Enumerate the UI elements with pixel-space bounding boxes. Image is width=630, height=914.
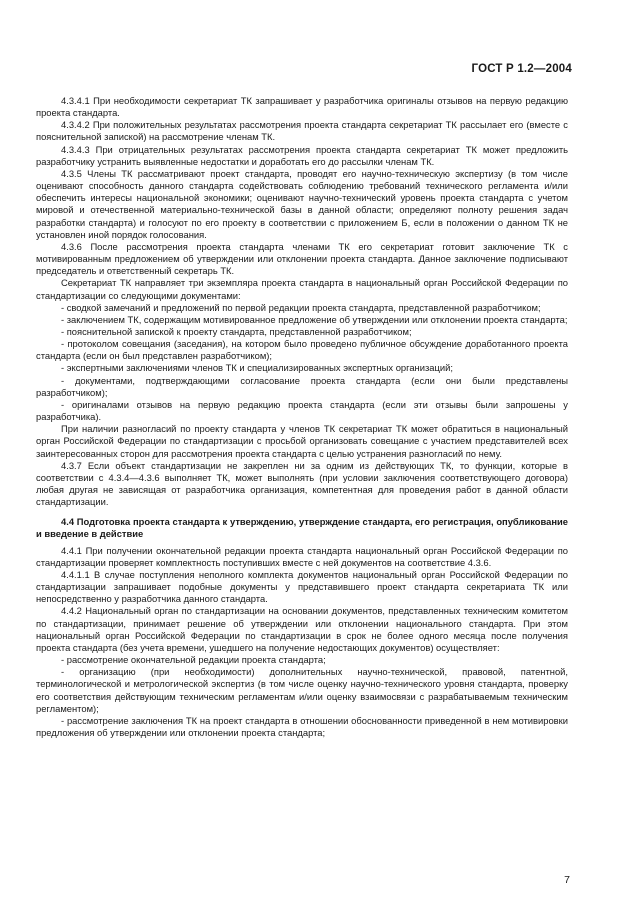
list-item: - рассмотрение окончательной редакции проекта стандарта; bbox=[61, 654, 326, 666]
paragraph-4-3-4-1: 4.3.4.1 При необходимости секретариат ТК запрашивает у разработчика оригиналы отзывов на первую редакцию проекта стандарта. bbox=[36, 95, 568, 119]
paragraph-disagreements: При наличии разногласий по проекту стандарта у членов ТК секретариат ТК может обратиться в национальный орган Российской Федерации по стандартизации с просьбой организовать совещание с участием представителей всех заинтересованных сторон для рассмотрения проекта стандарта с целью устранения разногласий по нему. bbox=[36, 423, 568, 459]
list-item: - организацию (при необходимости) дополнительных научно-технической, правовой, патентной, терминологической и метрологической экспертиз (в том числе оценку научно-технического уровня стандарта, проверку его соответствия действующим техническим регламентам и/или оценку взаимосвязи с разрабатываемым техническим регламентом); bbox=[36, 666, 568, 714]
list-item: - экспертными заключениями членов ТК и специализированных экспертных организаций; bbox=[61, 362, 453, 374]
paragraph-4-4-1: 4.4.1 При получении окончательной редакции проекта стандарта национальный орган Российской Федерации по стандартизации проверяет комплектность поступивших вместе с ней документов на соответствие 4.3.6. bbox=[36, 544, 568, 568]
paragraph-4-3-5: 4.3.5 Члены ТК рассматривают проект стандарта, проводят его научно-техническую экспертизу (в том числе оценивают способность данного стандарта содействовать соблюдению требований технического регламента и/или обеспечить интересы национальной экономики; оценивают научно-технический уровень проекта стандарта с учетом мировой и отечественной материально-технической базы в данной области; определяют полноту решения задач разработки стандарта) и голосуют по его проекту в соответствии с приложением Б, если в положении о данном ТК не установлен иной порядок голосования. bbox=[36, 167, 568, 240]
paragraph-4-3-4-3: 4.3.4.3 При отрицательных результатах рассмотрения проекта стандарта секретариат ТК может предложить разработчику устранить выявленные недостатки и доработать его до рассылки членам ТК. bbox=[36, 143, 568, 167]
list-item: - протоколом совещания (заседания), на котором было проведено публичное обсуждение доработанного проекта стандарта (если он был представлен разработчиком); bbox=[36, 338, 568, 362]
paragraph-4-4-1-1: 4.4.1.1 В случае поступления неполного комплекта документов национальный орган Российской Федерации по стандартизации запрашивает подобные документы у представившего проект стандарта секретариата ТК или непосредственно у разработчика данного стандарта. bbox=[36, 568, 568, 605]
list-item: - сводкой замечаний и предложений по первой редакции проекта стандарта, представленной разработчиком; bbox=[61, 301, 541, 313]
paragraph-4-4-2: 4.4.2 Национальный орган по стандартизации на основании документов, представленных техническим комитетом по стандартизации, принимает решение об утверждении или отклонении национального стандарта. При этом национальный орган Российской Федерации по стандартизации в срок не более одного месяца после получения проекта стандарта (без учета времени, ушедшего на получение недостающих документов) осуществляет: bbox=[36, 605, 568, 653]
paragraph-4-3-6: 4.3.6 После рассмотрения проекта стандарта членами ТК его секретариат готовит заключение ТК с мотивированным предложением об утверждении или отклонении проекта стандарта. Данное заключение подписывают председатель и ответственный секретарь ТК. bbox=[36, 240, 568, 277]
list-item: - заключением ТК, содержащим мотивированное предложение об утверждении или отклонении проекта стандарта; bbox=[61, 313, 568, 325]
section-heading-4-4: 4.4 Подготовка проекта стандарта к утверждению, утверждение стандарта, его регистрация, опубликование и введение в действие bbox=[36, 516, 568, 540]
list-item: - пояснительной запиской к проекту стандарта, представленной разработчиком; bbox=[61, 325, 412, 337]
list-item: - оригиналами отзывов на первую редакцию проекта стандарта (если эти отзывы были запрошены у разработчика). bbox=[36, 398, 568, 423]
paragraph-secretariat-sends: Секретариат ТК направляет три экземпляра проекта стандарта в национальный орган Российской Федерации по стандартизации со следующими документами: bbox=[36, 277, 568, 301]
paragraph-4-3-4-2: 4.3.4.2 При положительных результатах рассмотрения проекта стандарта секретариат ТК рассылает его (вместе с пояснительной запиской) на рассмотрение членам ТК. bbox=[36, 119, 568, 143]
paragraph-4-3-7: 4.3.7 Если объект стандартизации не закреплен ни за одним из действующих ТК, то функции, которые в соответствии с 4.3.4—4.3.6 выполняет ТК, может выполнять (при условии заключения соответствующего договора) любая другая не зависящая от разработчика организация, компетентная для проведения работ в данной области стандартизации. bbox=[36, 459, 568, 508]
list-item: - документами, подтверждающими согласование проекта стандарта (если они были представлены разработчиком); bbox=[36, 374, 568, 398]
document-header: ГОСТ Р 1.2—2004 bbox=[471, 63, 572, 75]
page-number: 7 bbox=[564, 874, 570, 886]
list-item: - рассмотрение заключения ТК на проект стандарта в отношении обоснованности приведенной в нем мотивировки предложения об утверждении или отклонении проекта стандарта; bbox=[36, 714, 568, 738]
document-body bbox=[36, 95, 568, 739]
